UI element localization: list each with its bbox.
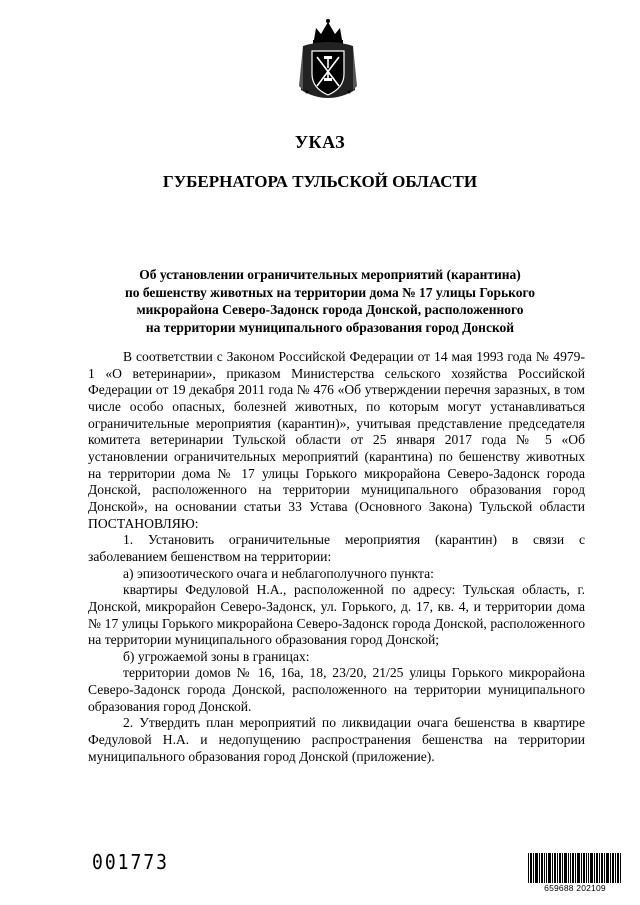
heading-line: микрорайона Северо-Задонск города Донской, расположенного xyxy=(136,302,524,317)
body-paragraph-threatened-zone: территории домов № 16, 16а, 18, 23/20, 21/25 улицы Горького микрорайона Северо-Задонск города Донской, расположенного на территории муниципального образования город Донской. xyxy=(88,665,585,714)
heading-line: на территории муниципального образования город Донской xyxy=(145,319,515,335)
heading-line: Об установлении ограничительных мероприятий (карантина) xyxy=(139,267,521,282)
body-paragraph-subitem-b: б) угрожаемой зоны в границах: xyxy=(123,648,310,664)
barcode-bars-icon xyxy=(527,853,623,883)
barcode xyxy=(527,853,623,895)
decree-body xyxy=(88,349,585,765)
body-paragraph-preamble: В соответствии с Законом Российской Федерации от 14 мая 1993 года № 4979-1 «О ветеринарии», приказом Министерства сельского хозяйства Российской Федерации от 19 декабря 2011 года № 476 «Об утверждении перечня заразных, в том числе особо опасных, болезней животных, по которым могут устанавливаться ограничительные мероприятия (карантин)», учитывая представление председателя комитета ветеринарии Тульской области от 25 января 2017 года № 5 «Об установлении ограничительных мероприятий (карантина) по бешенству животных на территории дома № 17 улицы Горького микрорайона Северо-Задонск города Донской, расположенного на территории муниципального образования город Донской», на основании статьи 33 Устава (Основного Закона) Тульской области ПОСТАНОВЛЯЮ: xyxy=(88,349,585,531)
body-paragraph-item-2: 2. Утвердить план мероприятий по ликвидации очага бешенства в квартире Федуловой Н.А. и недопущению распространения бешенства на территории муниципального образования город Донской (приложение). xyxy=(88,715,585,764)
body-paragraph-subitem-a: а) эпизоотического очага и неблагополучного пункта: xyxy=(123,565,434,581)
body-paragraph-item-1: 1. Установить ограничительные мероприятия (карантин) в связи с заболеванием бешенством на территории: xyxy=(88,532,585,564)
heading-line: по бешенству животных на территории дома № 17 улицы Горького xyxy=(124,284,536,300)
body-paragraph-address: квартиры Федуловой Н.А., расположенной по адресу: Тульская область, г. Донской, микрорайон Северо-Задонск, ул. Горького, д. 17, кв. 4, и территории дома № 17 улицы Горького микрорайона Северо-Задонск города Донской, расположенного на территории муниципального образования город Донской; xyxy=(88,582,585,648)
document-serial-number: 001773 xyxy=(92,850,170,875)
document-type-title: УКАЗ xyxy=(294,132,346,152)
issuer-title: ГУБЕРНАТОРА ТУЛЬСКОЙ ОБЛАСТИ xyxy=(162,172,478,191)
barcode-number: 659688 202109 xyxy=(544,883,606,893)
decree-heading xyxy=(90,266,570,336)
tula-coat-of-arms-emblem xyxy=(297,18,359,104)
